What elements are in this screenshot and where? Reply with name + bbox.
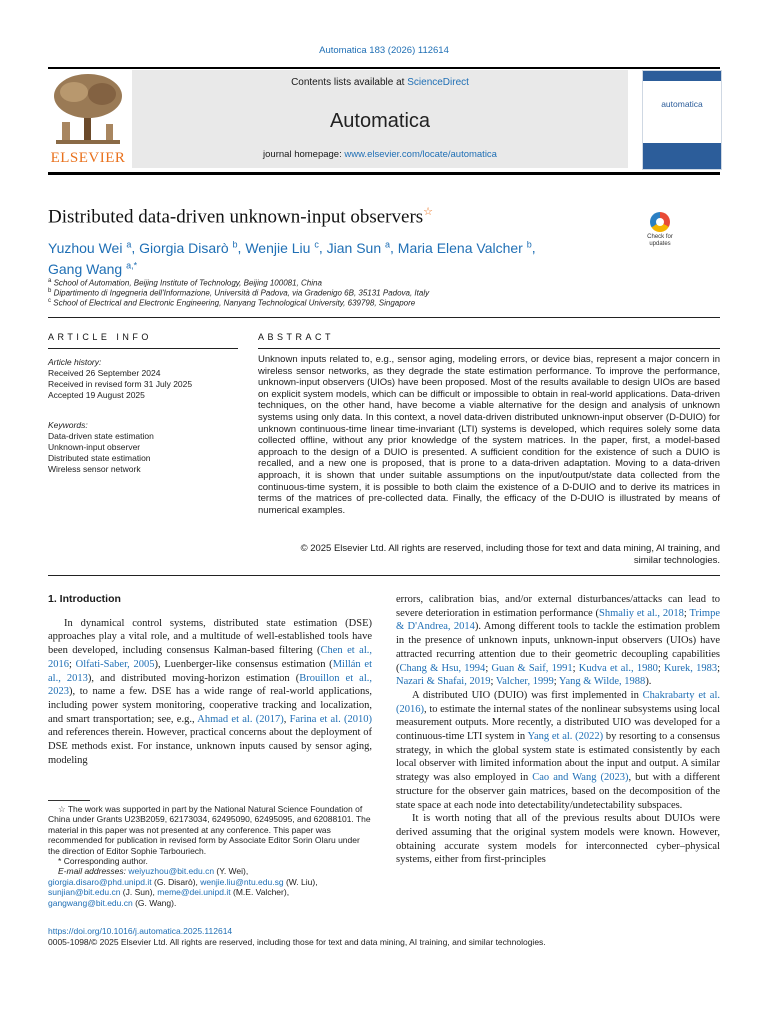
email-link[interactable]: meme@dei.unipd.it bbox=[157, 887, 231, 898]
author-list: Yuzhou Wei $^a$, Giorgia Disarò $^b$, Wenjie Liu $^c$, Jian Sun $^a$, Maria Elena Valcher $^b$, Gang Wang $^{a,*}$ bbox=[48, 239, 536, 278]
header-top-rule bbox=[48, 67, 720, 69]
title-footnote-mark[interactable]: ☆ bbox=[423, 206, 434, 218]
keyword[interactable]: Unknown-input observer bbox=[48, 442, 141, 452]
citation-link[interactable]: Kudva et al., 1980 bbox=[578, 662, 658, 674]
citation-link[interactable]: Millán et al., 2013 bbox=[48, 658, 373, 684]
left-column bbox=[48, 593, 372, 767]
intro-paragraph: It is worth noting that all of the previous results about DUIOs were derived assuming that the original system models were known. However, obtaining accurate system models for interconnected cyber–physical systems, either from first-principles bbox=[396, 813, 720, 866]
email-link[interactable]: giorgia.disaro@phd.unipd.it bbox=[48, 876, 152, 887]
keyword[interactable]: Data-driven state estimation bbox=[48, 431, 154, 441]
citation-link[interactable]: Valcher, 1999 bbox=[495, 676, 554, 688]
citation-link[interactable]: Yang & Wilde, 1988 bbox=[558, 676, 646, 688]
abstract-copyright: © 2025 Elsevier Ltd. All rights are reserved, including those for text and data mining, AI training, and similar technologies. bbox=[300, 543, 720, 566]
journal-name: Automatica bbox=[329, 110, 431, 132]
introduction-heading: 1. Introduction bbox=[48, 593, 121, 605]
check-updates-label: Check for updates bbox=[647, 234, 673, 247]
email-link[interactable]: gangwang@bit.edu.cn bbox=[48, 897, 133, 908]
author[interactable]: Maria Elena Valcher $^b$ bbox=[397, 239, 532, 256]
homepage-link[interactable]: www.elsevier.com/locate/automatica bbox=[344, 149, 497, 160]
citation-link[interactable]: Kurek, 1983 bbox=[664, 662, 718, 674]
keywords-block bbox=[48, 420, 238, 475]
citation-link[interactable]: Chakrabarty et al. (2016) bbox=[396, 689, 720, 715]
citation-link[interactable]: Nazari & Shafai, 2019 bbox=[396, 676, 491, 688]
cover-title: automatica bbox=[661, 99, 703, 109]
check-updates-icon-center bbox=[656, 218, 664, 226]
author[interactable]: Gang Wang $^{a,*}$ bbox=[48, 260, 138, 278]
doi-link[interactable]: https://doi.org/10.1016/j.automatica.2025.112614 bbox=[48, 926, 233, 936]
contents-line bbox=[132, 77, 628, 88]
cover-bottom-band bbox=[643, 143, 721, 169]
citation-link[interactable]: Trimpe & D'Andrea, 2014 bbox=[396, 607, 720, 633]
section-rule bbox=[48, 317, 720, 318]
intro-paragraph: A distributed UIO (DUIO) was first implemented in Chakrabarty et al. (2016), to estimate the internal states of the nonlinear subsystems using local measurement outputs. More recently, a distributed UIO was developed for a continuous-time LTI system in Yang et al. (2022) by resorting to a consensus strategy, in which the global system state is estimated consistently by each local observer with limited information about the input and output. A similar strategy was also employed in Cao and Wang (2023), but with a different structure for the observer gain matrices, based on the decomposition of the state space at each node into detectability/undetectability subspaces. bbox=[396, 689, 721, 811]
author[interactable]: Wenjie Liu $^c$ bbox=[245, 239, 319, 256]
rights-statement: 0005-1098/© 2025 Elsevier Ltd. All rights are reserved, including those for text and data mining, AI training, and similar technologies. bbox=[48, 937, 546, 947]
citation-link[interactable]: Shmaliy et al., 2018 bbox=[599, 607, 684, 619]
citation-link[interactable]: Brouillon et al., 2023 bbox=[48, 672, 372, 698]
keyword[interactable]: Wireless sensor network bbox=[48, 464, 141, 474]
page-bottom-info bbox=[48, 926, 720, 948]
body-rule bbox=[48, 575, 720, 576]
funding-footnote: ☆ The work was supported in part by the National Natural Science Foundation of China under Grants U23B2059, 62173034, 62495090, 62495095, and 62088101. The material in this paper was not presented at any conference. This paper was recommended for publication in revised form by Associate Editor Sorin Olaru under the direction of Editor Sophie Tarbouriech. bbox=[48, 804, 371, 856]
article-info-heading: ARTICLE INFO bbox=[48, 332, 152, 342]
article-history bbox=[48, 357, 238, 401]
footnotes bbox=[48, 804, 372, 908]
citation-link[interactable]: Ahmad et al. (2017) bbox=[197, 713, 284, 725]
journal-cover-image[interactable] bbox=[642, 70, 722, 170]
intro-paragraph: In dynamical control systems, distributed state estimation (DSE) approaches play a vital role, and a multitude of well-established tools have been developed, including consensus Kalman-based filtering (Chen et al., 2016; Olfati-Saber, 2005), Luenberger-like consensus estimation (Millán et al., 2013), and distributed moving-horizon estimation (Brouillon et al., 2023), to name a few. DSE has a wide range of real-world applications, including power system monitoring, cooperative tracking and localization, and smart transportation; see, e.g., Ahmad et al. (2017), Farina et al. (2010) and references therein. However, practical concerns about the deployment of DSE methods exist. For instance, unknown inputs caused by sensor aging, modeling bbox=[48, 617, 373, 766]
contents-prefix: Contents lists available at bbox=[291, 77, 408, 88]
corresponding-footnote: * Corresponding author. bbox=[58, 856, 148, 867]
homepage-prefix: journal homepage: bbox=[263, 149, 345, 160]
check-for-updates-badge[interactable] bbox=[642, 212, 678, 254]
citation-link[interactable]: Guan & Saif, 1991 bbox=[491, 662, 573, 674]
cover-top-band bbox=[643, 71, 721, 81]
abstract-heading: ABSTRACT bbox=[258, 332, 335, 342]
accepted-date: Accepted 19 August 2025 bbox=[48, 390, 145, 400]
paper-title bbox=[48, 205, 608, 228]
abstract-rule bbox=[258, 348, 720, 349]
revised-date: Received in revised form 31 July 2025 bbox=[48, 379, 193, 389]
publisher-wordmark: ELSEVIER bbox=[50, 150, 126, 166]
email-footnote: E-mail addresses: weiyuzhou@bit.edu.cn (Y. Wei), giorgia.disaro@phd.unipd.it (G. Disarò), wenjie.liu@ntu.edu.sg (W. Liu), sunjian@bit.edu.cn (J. Sun), meme@dei.unipd.it (M.E. Valcher), gangwang@bit.edu.cn (G. Wang). bbox=[48, 866, 318, 908]
right-column bbox=[396, 593, 720, 867]
abstract-text: Unknown inputs related to, e.g., sensor aging, modeling errors, or device bias, represent a major concern in wireless sensor networks, as they degrade the state estimation performance. To improve the performance, unknown-input observers (UIOs) have been proposed. Most of the results available to design UIOs are based on explicit system models, which can be difficult or impossible to obtain in real-world applications. Data-driven techniques, on the other hand, have become a viable alternative for the design and analysis of unknown systems using only data. In this context, a novel data-driven distributed unknown-input observer (D-DUIO) for unknown continuous-time linear time-invariant (LTI) systems is developed, which requires solely some data collected offline, without any prior knowledge of the system matrices. In the paper, first, a model-based approach to the design of a DUIO is presented. A sufficient condition for the existence of such a DUIO is recalled, and a new one is proposed, that is prone to a data-driven adaptation. Moving to a data-driven approach, it is shown that under suitable assumptions on the input/output/state data collected from the continuous-time system, it is possible to both claim the existence of a D-DUIO and to derive its matrices in terms of the matrices of pre-collected data. Finally, the efficacy of the D-DUIO is illustrated by means of numerical examples. bbox=[258, 354, 720, 516]
journal-reference[interactable]: Automatica 183 (2026) 112614 bbox=[319, 45, 449, 56]
paper-title-text: Distributed data-driven unknown-input observers bbox=[48, 206, 424, 228]
sciencedirect-link[interactable]: ScienceDirect bbox=[407, 77, 469, 88]
email-link[interactable]: sunjian@bit.edu.cn bbox=[48, 887, 121, 898]
article-info-rule bbox=[48, 348, 238, 349]
journal-homepage bbox=[132, 149, 628, 160]
citation-link[interactable]: Chang & Hsu, 1994 bbox=[399, 662, 486, 674]
received-date: Received 26 September 2024 bbox=[48, 368, 161, 378]
citation-link[interactable]: Yang et al. (2022) bbox=[527, 731, 604, 743]
citation-link[interactable]: Chen et al., 2016 bbox=[48, 645, 372, 670]
keyword[interactable]: Distributed state estimation bbox=[48, 453, 151, 463]
citation-link[interactable]: Olfati-Saber, 2005 bbox=[75, 658, 155, 670]
history-label: Article history: bbox=[48, 357, 102, 367]
email-link[interactable]: weiyuzhou@bit.edu.cn bbox=[128, 866, 215, 877]
keywords-label: Keywords: bbox=[48, 420, 88, 430]
header-bottom-rule bbox=[48, 172, 720, 175]
citation-link[interactable]: Cao and Wang (2023) bbox=[532, 772, 629, 784]
footnote-rule bbox=[48, 800, 90, 801]
affiliation: $^a$ School of Automation, Beijing Institute of Technology, Beijing 100081, China bbox=[48, 278, 322, 288]
citation-link[interactable]: Farina et al. (2010) bbox=[289, 713, 373, 725]
intro-paragraph: errors, calibration bias, and/or external disturbances/attacks can lead to severe deterioration in estimation performance (Shmaliy et al., 2018; Trimpe & D'Andrea, 2014). Among different tools to tackle the estimation problem in the presence of unknown inputs, unknown-input observers (UIOs) have attracted recurring attention due to their geometric decoupling capabilities (Chang & Hsu, 1994; Guan & Saif, 1991; Kudva et al., 1980; Kurek, 1983; Nazari & Shafai, 2019; Valcher, 1999; Yang & Wilde, 1988). bbox=[396, 594, 721, 688]
email-link[interactable]: wenjie.liu@ntu.edu.sg bbox=[200, 876, 284, 887]
affiliation: $^c$ School of Electrical and Electronic Engineering, Nanyang Technological University, 639798, Singapore bbox=[48, 298, 416, 308]
author[interactable]: Yuzhou Wei $^a$ bbox=[48, 239, 132, 256]
affiliation: $^b$ Dipartimento di Ingegneria dell'Informazione, Università di Padova, via Gradenigo 6B, 35131 Padova, Italy bbox=[48, 288, 430, 298]
author[interactable]: Jian Sun $^a$ bbox=[326, 239, 391, 256]
author[interactable]: Giorgia Disarò $^b$ bbox=[139, 239, 238, 256]
